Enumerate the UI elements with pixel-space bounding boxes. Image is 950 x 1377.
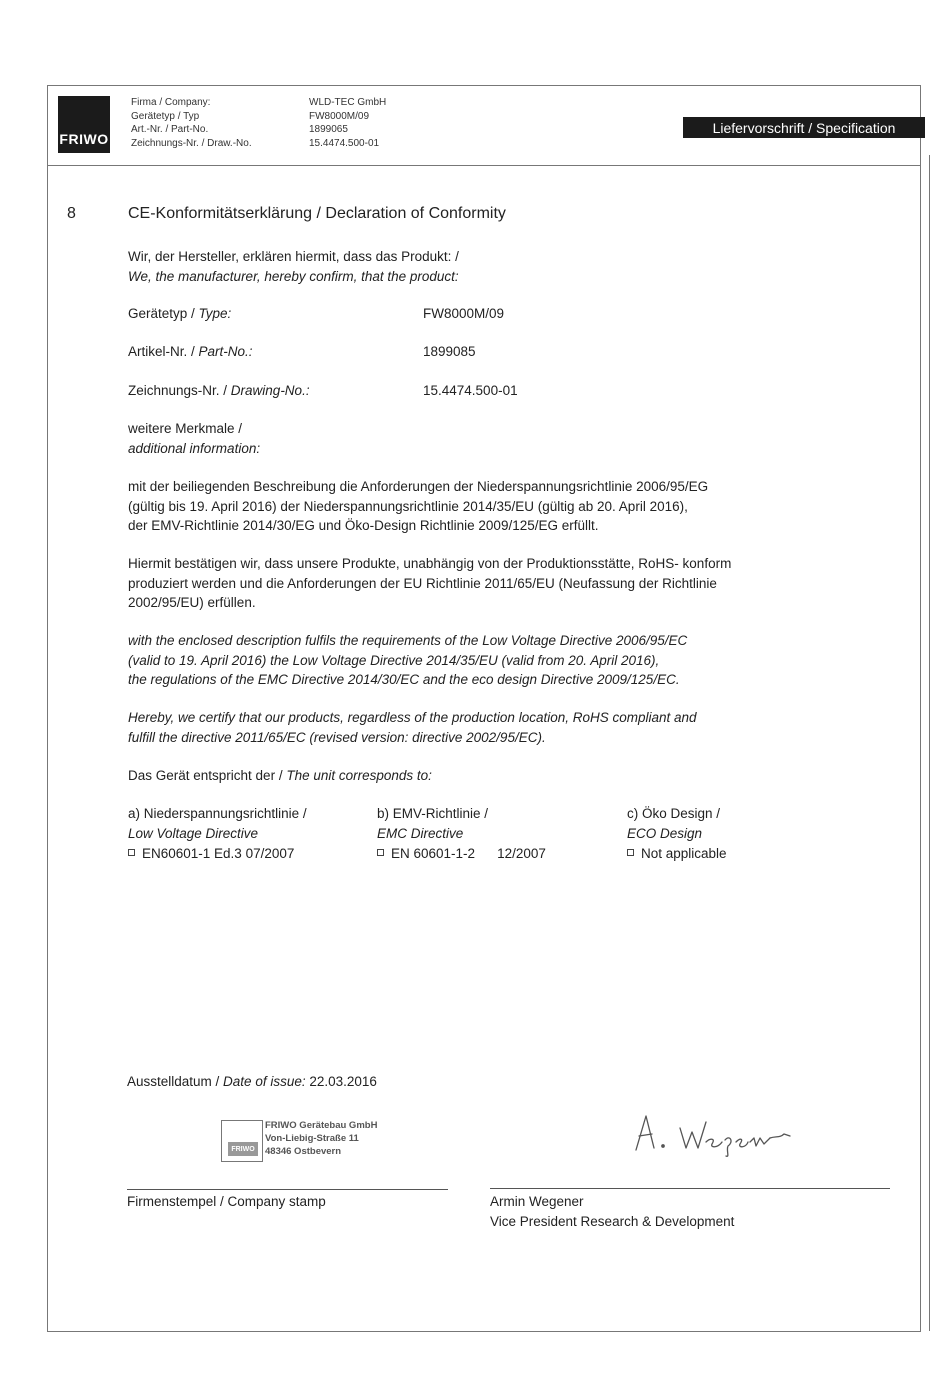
signer-name: Armin Wegener bbox=[490, 1194, 584, 1209]
header-value-type: FW8000M/09 bbox=[309, 110, 370, 122]
frame-shadow-border bbox=[929, 155, 930, 1331]
column-low-voltage bbox=[128, 804, 307, 864]
field-drawing-value: 15.4474.500-01 bbox=[423, 383, 518, 398]
column-standard bbox=[377, 844, 546, 864]
date-of-issue bbox=[127, 1072, 377, 1092]
standard-value: EN60601-1 Ed.3 07/2007 bbox=[142, 846, 295, 861]
paragraph-line: (valid to 19. April 2016) the Low Voltage Directive 2014/35/EU (valid from 20. April 2016), bbox=[128, 652, 660, 668]
frame-left-border bbox=[47, 85, 48, 1332]
field-drawing-label bbox=[128, 381, 310, 401]
paragraph-line: the regulations of the EMC Directive 2014/30/EC and the eco design Directive 2009/125/EC. bbox=[128, 672, 680, 687]
corresponds-de: Das Gerät entspricht der / bbox=[128, 768, 287, 783]
friwo-logo bbox=[58, 96, 110, 153]
column-heading-en: Low Voltage Directive bbox=[128, 825, 259, 841]
company-stamp bbox=[265, 1119, 377, 1158]
checkbox-icon bbox=[377, 849, 384, 856]
field-type-label bbox=[128, 304, 231, 324]
header-value-drawing: 15.4474.500-01 bbox=[309, 137, 380, 149]
paragraph-line: produziert werden und die Anforderungen der EU Richtlinie 2011/65/EU (Neufassung der Richtlinie bbox=[128, 575, 717, 591]
column-standard bbox=[128, 844, 307, 864]
paragraph-german-1 bbox=[128, 477, 708, 536]
paragraph-english-2 bbox=[128, 708, 697, 747]
additional-info bbox=[128, 419, 260, 458]
handwritten-signature bbox=[630, 1108, 810, 1158]
standard-date: 12/2007 bbox=[497, 846, 546, 861]
header-label-type: Gerätetyp / Typ bbox=[131, 110, 200, 122]
standard-value: EN 60601-1-2 bbox=[391, 846, 476, 861]
frame-right-border bbox=[920, 85, 921, 1332]
column-heading-de: c) Öko Design / bbox=[627, 806, 721, 821]
paragraph-line: mit der beiliegenden Beschreibung die Anforderungen der Niederspannungsrichtlinie 2006/95/EG bbox=[128, 479, 709, 494]
field-drawing-label-en: Drawing-No.: bbox=[230, 383, 310, 398]
column-heading-de: b) EMV-Richtlinie / bbox=[377, 806, 489, 821]
field-type-value: FW8000M/09 bbox=[423, 306, 505, 321]
field-type-label-de: Gerätetyp / bbox=[128, 306, 199, 321]
signer-title: Vice President Research & Development bbox=[490, 1213, 735, 1229]
stamp-line: 48346 Ostbevern bbox=[265, 1146, 342, 1157]
field-drawing-label-de: Zeichnungs-Nr. / bbox=[128, 383, 231, 398]
checkbox-icon bbox=[627, 849, 634, 856]
issue-label-de: Ausstelldatum / bbox=[127, 1074, 224, 1089]
stamp-line: FRIWO Gerätebau GmbH bbox=[265, 1120, 378, 1131]
header-label-drawing: Zeichnungs-Nr. / Draw.-No. bbox=[131, 137, 252, 149]
additional-info-en: additional information: bbox=[128, 440, 261, 456]
additional-info-de: weitere Merkmale / bbox=[128, 421, 243, 436]
intro-block bbox=[128, 247, 459, 286]
specification-label: Liefervorschrift / Specification bbox=[712, 119, 896, 136]
frame-bottom-border bbox=[47, 1331, 921, 1332]
field-type-label-en: Type: bbox=[198, 306, 232, 321]
section-number: 8 bbox=[67, 205, 76, 222]
field-part-label-en: Part-No.: bbox=[198, 344, 253, 359]
paragraph-line: 2002/95/EU) erfüllen. bbox=[128, 595, 256, 610]
column-standard bbox=[627, 844, 727, 864]
column-heading-en: ECO Design bbox=[627, 825, 703, 841]
paragraph-german-2 bbox=[128, 554, 731, 613]
paragraph-line: fulfill the directive 2011/65/EC (revised version: directive 2002/95/EC). bbox=[128, 729, 546, 745]
header-value-company: WLD-TEC GmbH bbox=[309, 97, 387, 108]
paragraph-line: Hiermit bestätigen wir, dass unsere Produkte, unabhängig von der Produktionsstätte, RoHS- konform bbox=[128, 556, 732, 571]
company-stamp-label: Firmenstempel / Company stamp bbox=[127, 1194, 326, 1209]
frame-top-border bbox=[47, 85, 920, 86]
intro-english: We, the manufacturer, hereby confirm, that the product: bbox=[128, 268, 459, 284]
specification-banner bbox=[683, 117, 925, 138]
paragraph-line: with the enclosed description fulfils the requirements of the Low Voltage Directive 2006/95/EC bbox=[128, 633, 688, 648]
section-title: CE-Konformitätserklärung / Declaration of Conformity bbox=[128, 205, 506, 222]
checkbox-icon bbox=[128, 849, 135, 856]
logo-text: FRIWO bbox=[59, 131, 109, 147]
field-part-label-de: Artikel-Nr. / bbox=[128, 344, 199, 359]
header-label-part: Art.-Nr. / Part-No. bbox=[131, 124, 209, 135]
intro-german: Wir, der Hersteller, erklären hiermit, dass das Produkt: / bbox=[128, 249, 459, 264]
header-value-part: 1899065 bbox=[309, 124, 348, 135]
column-eco-design bbox=[627, 804, 727, 864]
issue-label-en: Date of issue: bbox=[223, 1074, 306, 1089]
stamp-logo bbox=[228, 1142, 258, 1156]
person-signature-line bbox=[490, 1188, 890, 1189]
paragraph-line: der EMV-Richtlinie 2014/30/EG und Öko-Design Richtlinie 2009/125/EG erfüllt. bbox=[128, 518, 599, 533]
corresponds-line bbox=[128, 766, 432, 786]
field-part-value: 1899085 bbox=[423, 344, 476, 359]
standard-value: Not applicable bbox=[641, 846, 727, 861]
stamp-line: Von-Liebig-Straße 11 bbox=[265, 1133, 359, 1144]
field-part-label bbox=[128, 342, 253, 362]
stamp-logo-text: FRIWO bbox=[231, 1145, 255, 1153]
paragraph-line: Hereby, we certify that our products, regardless of the production location, RoHS compliant and bbox=[128, 710, 697, 725]
header-divider bbox=[47, 165, 921, 166]
signer-block bbox=[490, 1192, 734, 1231]
header-values bbox=[309, 96, 386, 150]
paragraph-english-1 bbox=[128, 631, 687, 690]
stamp-signature-line bbox=[127, 1189, 448, 1190]
header-label-company: Firma / Company: bbox=[131, 97, 211, 108]
column-emc bbox=[377, 804, 546, 864]
corresponds-en: The unit corresponds to: bbox=[286, 768, 432, 783]
issue-date: 22.03.2016 bbox=[305, 1074, 377, 1089]
column-heading-de: a) Niederspannungsrichtlinie / bbox=[128, 806, 307, 821]
header-labels bbox=[131, 96, 252, 150]
paragraph-line: (gültig bis 19. April 2016) der Niederspannungsrichtlinie 2014/35/EU (gültig ab 20. April 2016), bbox=[128, 498, 688, 514]
column-heading-en: EMC Directive bbox=[377, 825, 464, 841]
